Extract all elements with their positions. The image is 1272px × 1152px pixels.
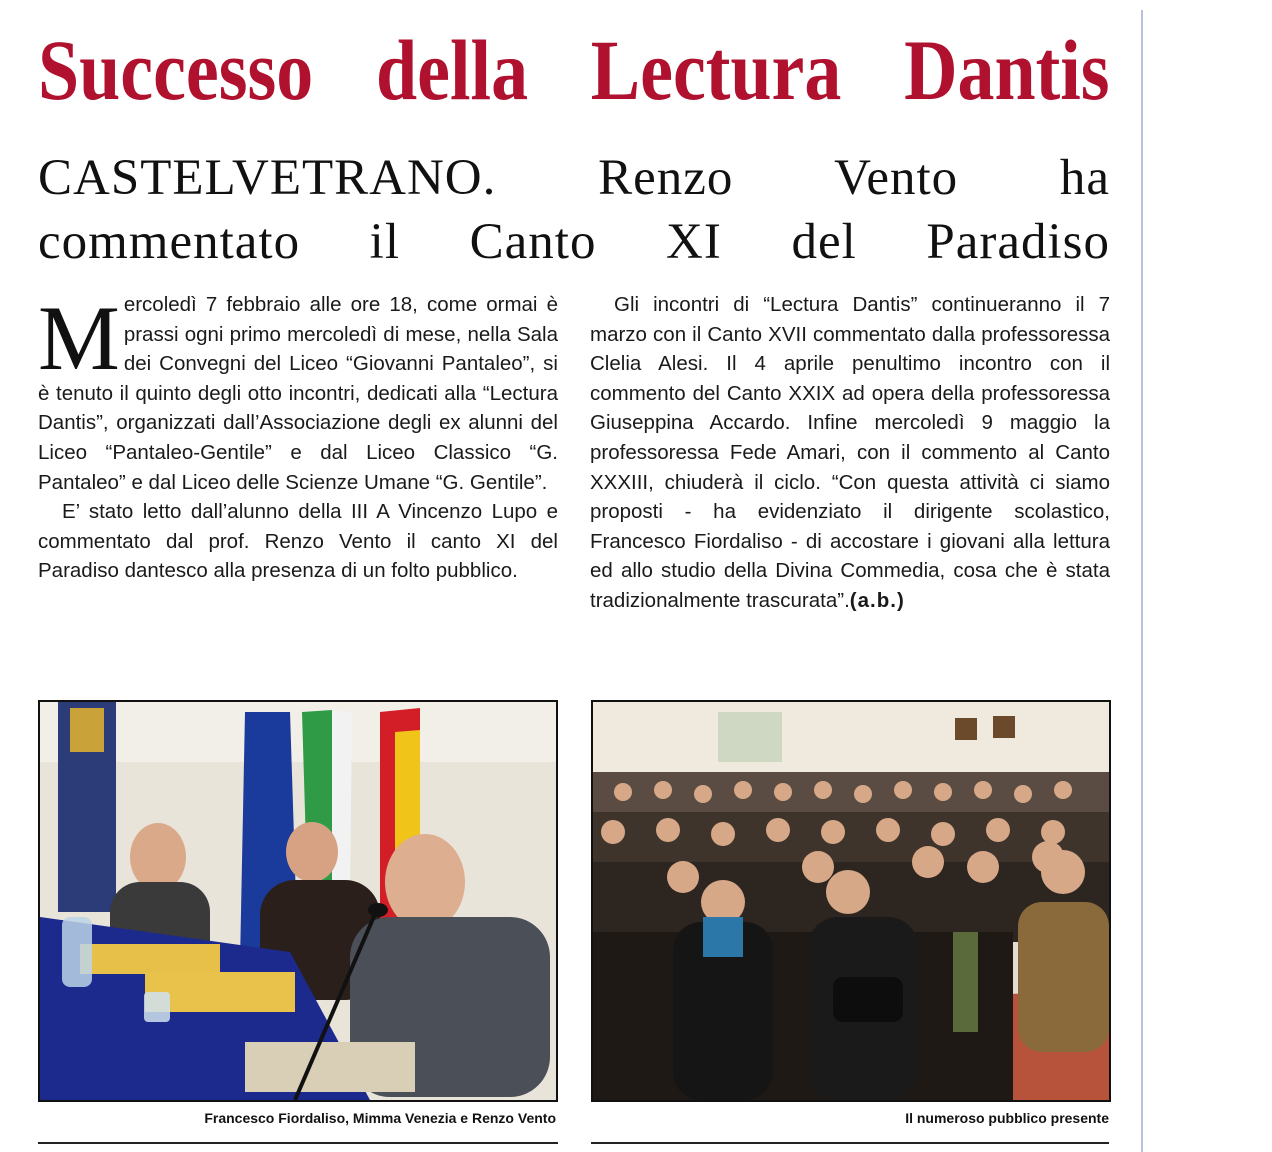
photo-speakers: [38, 700, 558, 1102]
article-headline: Successo della Lectura Dantis: [38, 22, 1110, 118]
paragraph-schedule-text: Gli incontri di “Lectura Dantis” continueranno il 7 marzo con il Canto XVII commentato dalla professoressa Clelia Alesi. Il 4 aprile penultimo incontro con il commento del Canto XXIX ad opera della professoressa Giuseppina Accardo. Infine mercoledì 9 maggio la professoressa Fede Amari, con il commento al Canto XXXIII, chiuderà il ciclo. “Con questa attività ci siamo proposti - ha evidenziato il dirigente scolastico, Francesco Fiordaliso - di accostare i giovani alla lettura ed allo studio della Divina Commedia, cosa che è stata tradizionalmente trascurata”.: [590, 293, 1110, 612]
photo-audience-illustration: [593, 702, 1109, 1100]
article-column-right: [590, 290, 1110, 616]
bottom-rule-right: [591, 1142, 1109, 1144]
article-subhead: [38, 146, 1110, 274]
bottom-rule-left: [38, 1142, 558, 1144]
caption-audience: Il numeroso pubblico presente: [905, 1110, 1109, 1126]
paragraph-reading: E’ stato letto dall’alunno della III A Vincenzo Lupo e commentato dal prof. Renzo Vento il canto XI del Paradiso dantesco alla presenza di un folto pubblico.: [38, 500, 558, 583]
subhead-line-1: CASTELVETRANO. Renzo Vento ha: [38, 150, 1110, 206]
photo-speakers-illustration: [40, 702, 556, 1100]
article-column-left: [38, 287, 558, 586]
drop-cap: M: [38, 287, 120, 389]
right-margin-rule: [1141, 10, 1143, 1152]
photo-audience: [591, 700, 1111, 1102]
paragraph-intro: [38, 287, 558, 497]
subhead-line-2: commentato il Canto XI del Paradiso: [38, 214, 1110, 270]
paragraph-schedule: [590, 290, 1110, 616]
author-signature: (a.b.): [849, 588, 905, 612]
caption-speakers: Francesco Fiordaliso, Mimma Venezia e Renzo Vento: [204, 1110, 556, 1126]
paragraph-intro-text: ercoledì 7 febbraio alle ore 18, come ormai è prassi ogni primo mercoledì di mese, nella Sala dei Convegni del Liceo “Giovanni Pantaleo”, si è tenuto il quinto degli otto incontri, dedicati alla “Lectura Dantis”, organizzati dall’Associazione degli ex alunni del Liceo “Pantaleo-Gentile” e dal Liceo Classico “G. Pantaleo” e dal Liceo delle Scienze Umane “G. Gentile”.: [38, 293, 558, 494]
